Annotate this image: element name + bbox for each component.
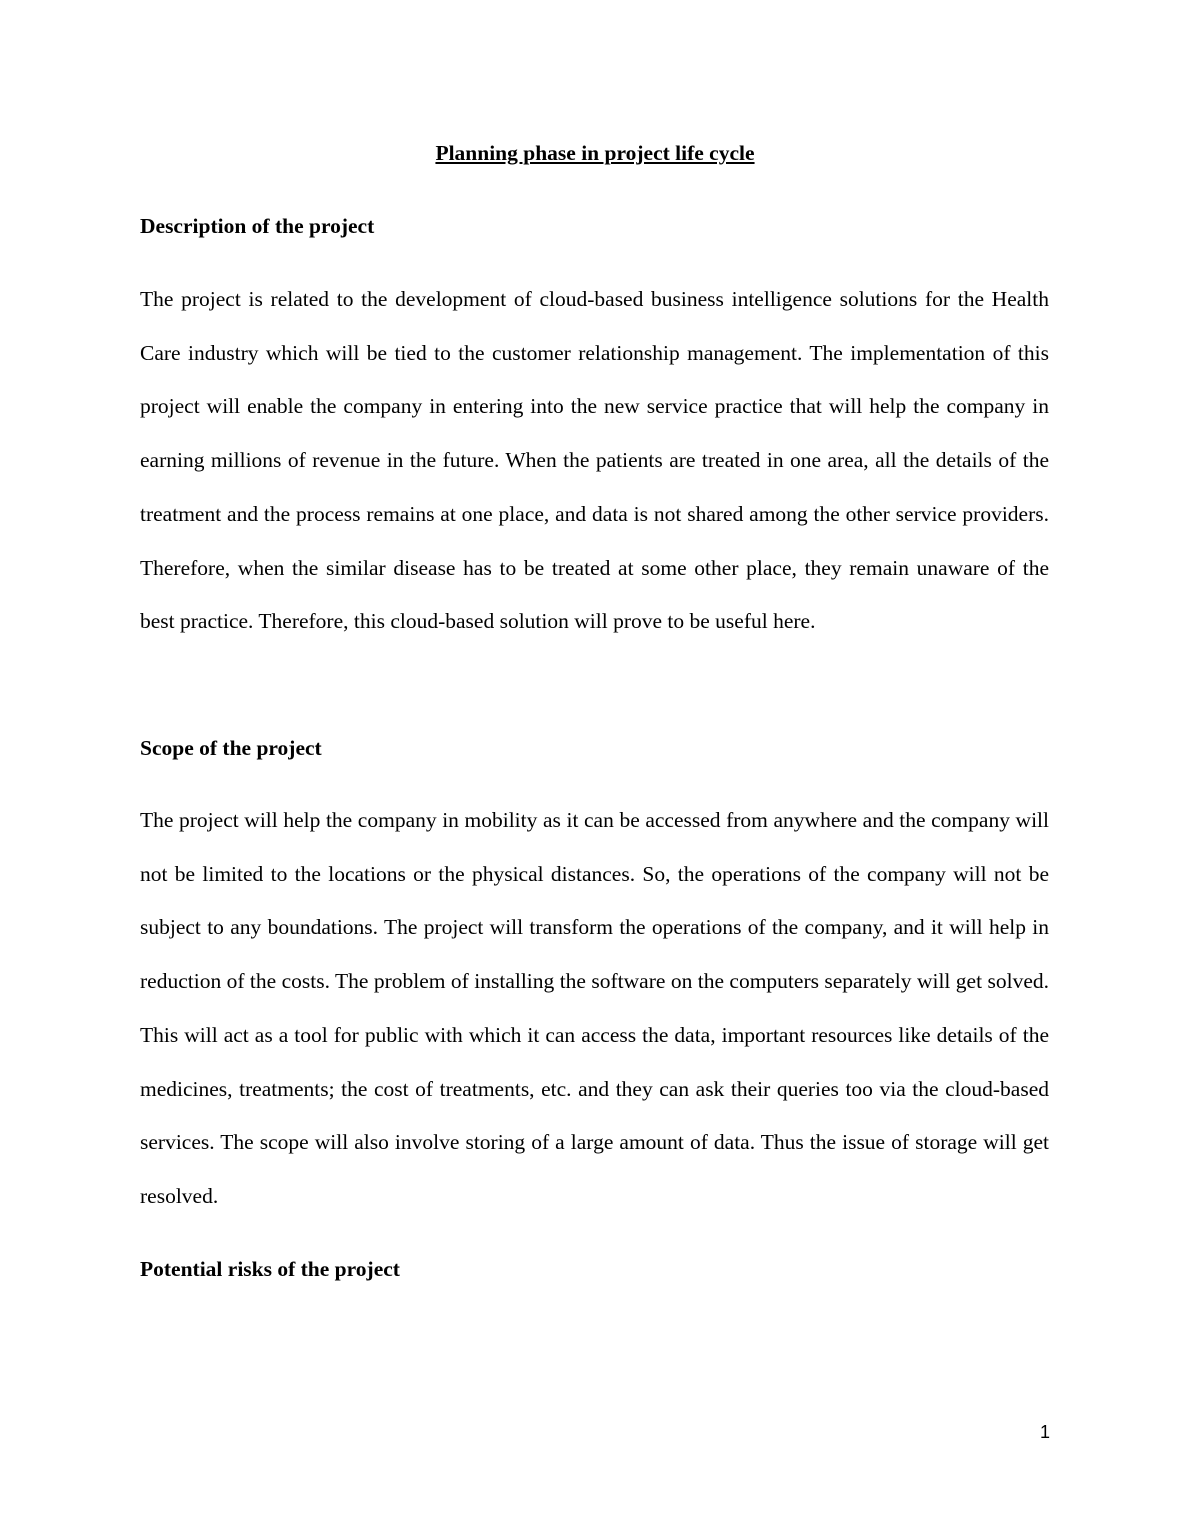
document-title: Planning phase in project life cycle (435, 141, 755, 165)
section-heading-description: Description of the project (140, 214, 375, 238)
section-paragraph-description: The project is related to the development of cloud-based business intelligence solutions for the Health Care industry which will be tied to the customer relationship management. The implementation of this project will enable the company in entering into the new service practice that will help the company in earning millions of revenue in the future. When the patients are treated in one area, all the details of the treatment and the process remains at one place, and data is not shared among the other service providers. Therefore, when the similar disease has to be treated at some other place, they remain unaware of the best practice. Therefore, this cloud-based solution will prove to be useful here. (140, 287, 1049, 634)
section-heading-risks: Potential risks of the project (140, 1257, 400, 1281)
section-heading-scope: Scope of the project (140, 736, 322, 760)
page-number: 1 (1039, 1422, 1050, 1442)
section-paragraph-scope: The project will help the company in mobility as it can be accessed from anywhere and the company will not be limited to the locations or the physical distances. So, the operations of the company will not be subject to any boundations. The project will transform the operations of the company, and it will help in reduction of the costs. The problem of installing the software on the computers separately will get solved. This will act as a tool for public with which it can access the data, important resources like details of the medicines, treatments; the cost of treatments, etc. and they can ask their queries too via the cloud-based services. The scope will also involve storing of a large amount of data. Thus the issue of storage will get resolved. (140, 808, 1049, 1208)
